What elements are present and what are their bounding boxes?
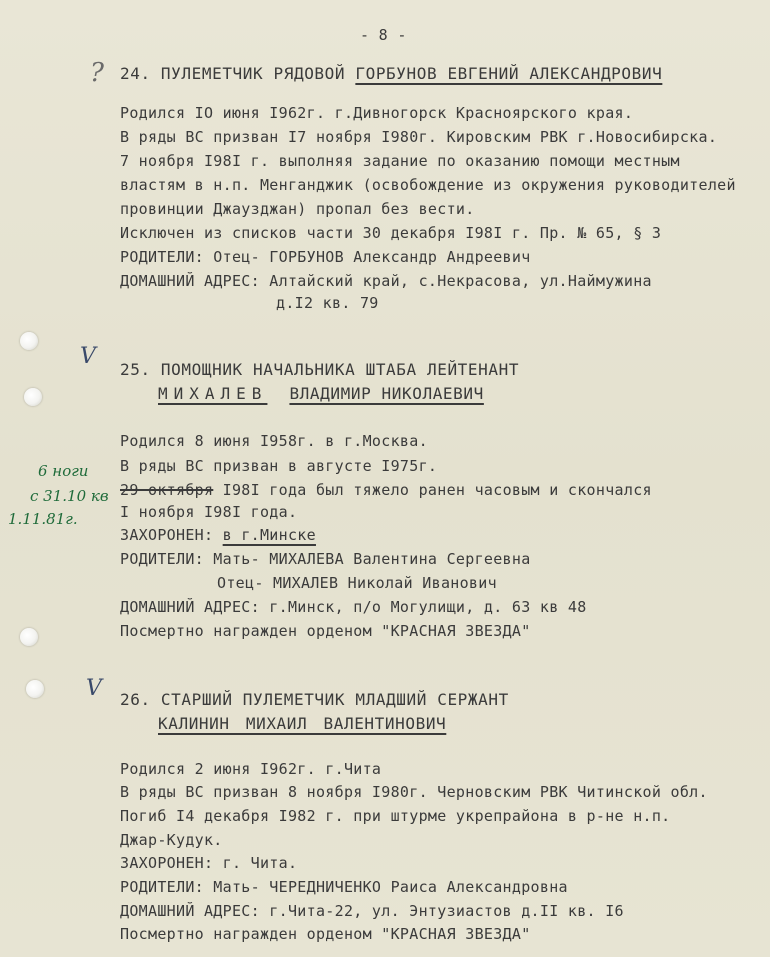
entry-26-line: РОДИТЕЛИ: Мать- ЧЕРЕДНИЧЕНКО Раиса Александровна <box>120 878 568 896</box>
handwritten-note: 1.11.81г. <box>8 510 78 528</box>
entry-24-line: провинции Джаузджан) пропал без вести. <box>120 200 475 218</box>
page-number: - 8 - <box>360 26 407 44</box>
entry-24-name: ГОРБУНОВ ЕВГЕНИЙ АЛЕКСАНДРОВИЧ <box>355 64 663 83</box>
entry-25-award: Посмертно награжден орденом "КРАСНАЯ ЗВЕЗДА" <box>120 622 531 640</box>
entry-25-header: 25. ПОМОЩНИК НАЧАЛЬНИКА ШТАБА ЛЕЙТЕНАНТ <box>120 360 520 379</box>
buried-place: в г.Минске <box>222 526 316 544</box>
handwritten-note: 6 ноги <box>38 462 89 480</box>
entry-25-mother: РОДИТЕЛИ: Мать- МИХАЛЕВА Валентина Сергеевна <box>120 550 531 568</box>
entry-24-line: властям в н.п. Менганджик (освобождение из окружения руководителей <box>120 176 736 194</box>
entry-24-line: РОДИТЕЛИ: Отец- ГОРБУНОВ Александр Андреевич <box>120 248 531 266</box>
entry-24-rank: 24. ПУЛЕМЕТЧИК РЯДОВОЙ <box>120 64 346 83</box>
checkmark-annotation: V <box>80 344 96 369</box>
entry-26-line: Джар-Кудук. <box>120 831 223 849</box>
entry-24-line: 7 ноября I98I г. выполняя задание по оказанию помощи местным <box>120 152 680 170</box>
entry-26-line: ДОМАШНИЙ АДРЕС: г.Чита-22, ул. Энтузиастов д.II кв. I6 <box>120 902 624 920</box>
entry-26-line: ЗАХОРОНЕН: г. Чита. <box>120 854 298 872</box>
struck-date: 29 октября <box>120 481 214 499</box>
checkmark-annotation: V <box>86 676 102 701</box>
entry-26-line: Родился 2 июня I962г. г.Чита <box>120 760 382 778</box>
entry-25-line: Родился 8 июня I958г. в г.Москва. <box>120 432 428 450</box>
entry-25-buried: ЗАХОРОНЕН: в г.Минске <box>120 526 316 544</box>
entry-24-line: Родился IO июня I962г. г.Дивногорск Красноярского края. <box>120 104 634 122</box>
entry-24-line: Исключен из списков части 30 декабря I98I г. Пр. № 65, § 3 <box>120 224 662 242</box>
binder-hole <box>24 388 42 406</box>
binder-hole <box>20 628 38 646</box>
entry-26-line: В ряды ВС призван 8 ноября I980г. Черновским РВК Читинской обл. <box>120 783 708 801</box>
entry-26-line: Погиб I4 декабря I982 г. при штурме укрепрайона в р-не н.п. <box>120 807 671 825</box>
entry-24-line: д.I2 кв. 79 <box>276 294 379 312</box>
entry-25-line: В ряды ВС призван в августе I975г. <box>120 457 438 475</box>
entry-25-given-names: ВЛАДИМИР НИКОЛАЕВИЧ <box>289 384 484 403</box>
binder-hole <box>20 332 38 350</box>
question-mark-annotation: ? <box>90 58 104 88</box>
entry-25-line: 29 октября I98I года был тяжело ранен часовым и скончался <box>120 481 652 499</box>
entry-25-name <box>158 384 484 403</box>
entry-25-line: I ноября I98I года. <box>120 503 298 521</box>
entry-26-name: КАЛИНИН МИХАИЛ ВАЛЕНТИНОВИЧ <box>158 714 447 733</box>
entry-26-header: 26. СТАРШИЙ ПУЛЕМЕТЧИК МЛАДШИЙ СЕРЖАНТ <box>120 690 509 709</box>
entry-24-line: В ряды ВС призван I7 ноября I980г. Кировским РВК г.Новосибирска. <box>120 128 718 146</box>
handwritten-note: с 31.10 кв <box>30 487 109 505</box>
entry-25-father: Отец- МИХАЛЕВ Николай Иванович <box>217 574 497 592</box>
entry-24-header <box>120 64 662 83</box>
entry-24-line: ДОМАШНИЙ АДРЕС: Алтайский край, с.Некрасова, ул.Наймужина <box>120 272 652 290</box>
entry-25-surname: МИХАЛЕВ <box>158 384 268 403</box>
entry-25-address: ДОМАШНИЙ АДРЕС: г.Минск, п/о Могулищи, д. 63 кв 48 <box>120 598 587 616</box>
entry-26-line: Посмертно награжден орденом "КРАСНАЯ ЗВЕЗДА" <box>120 925 531 943</box>
binder-hole <box>26 680 44 698</box>
